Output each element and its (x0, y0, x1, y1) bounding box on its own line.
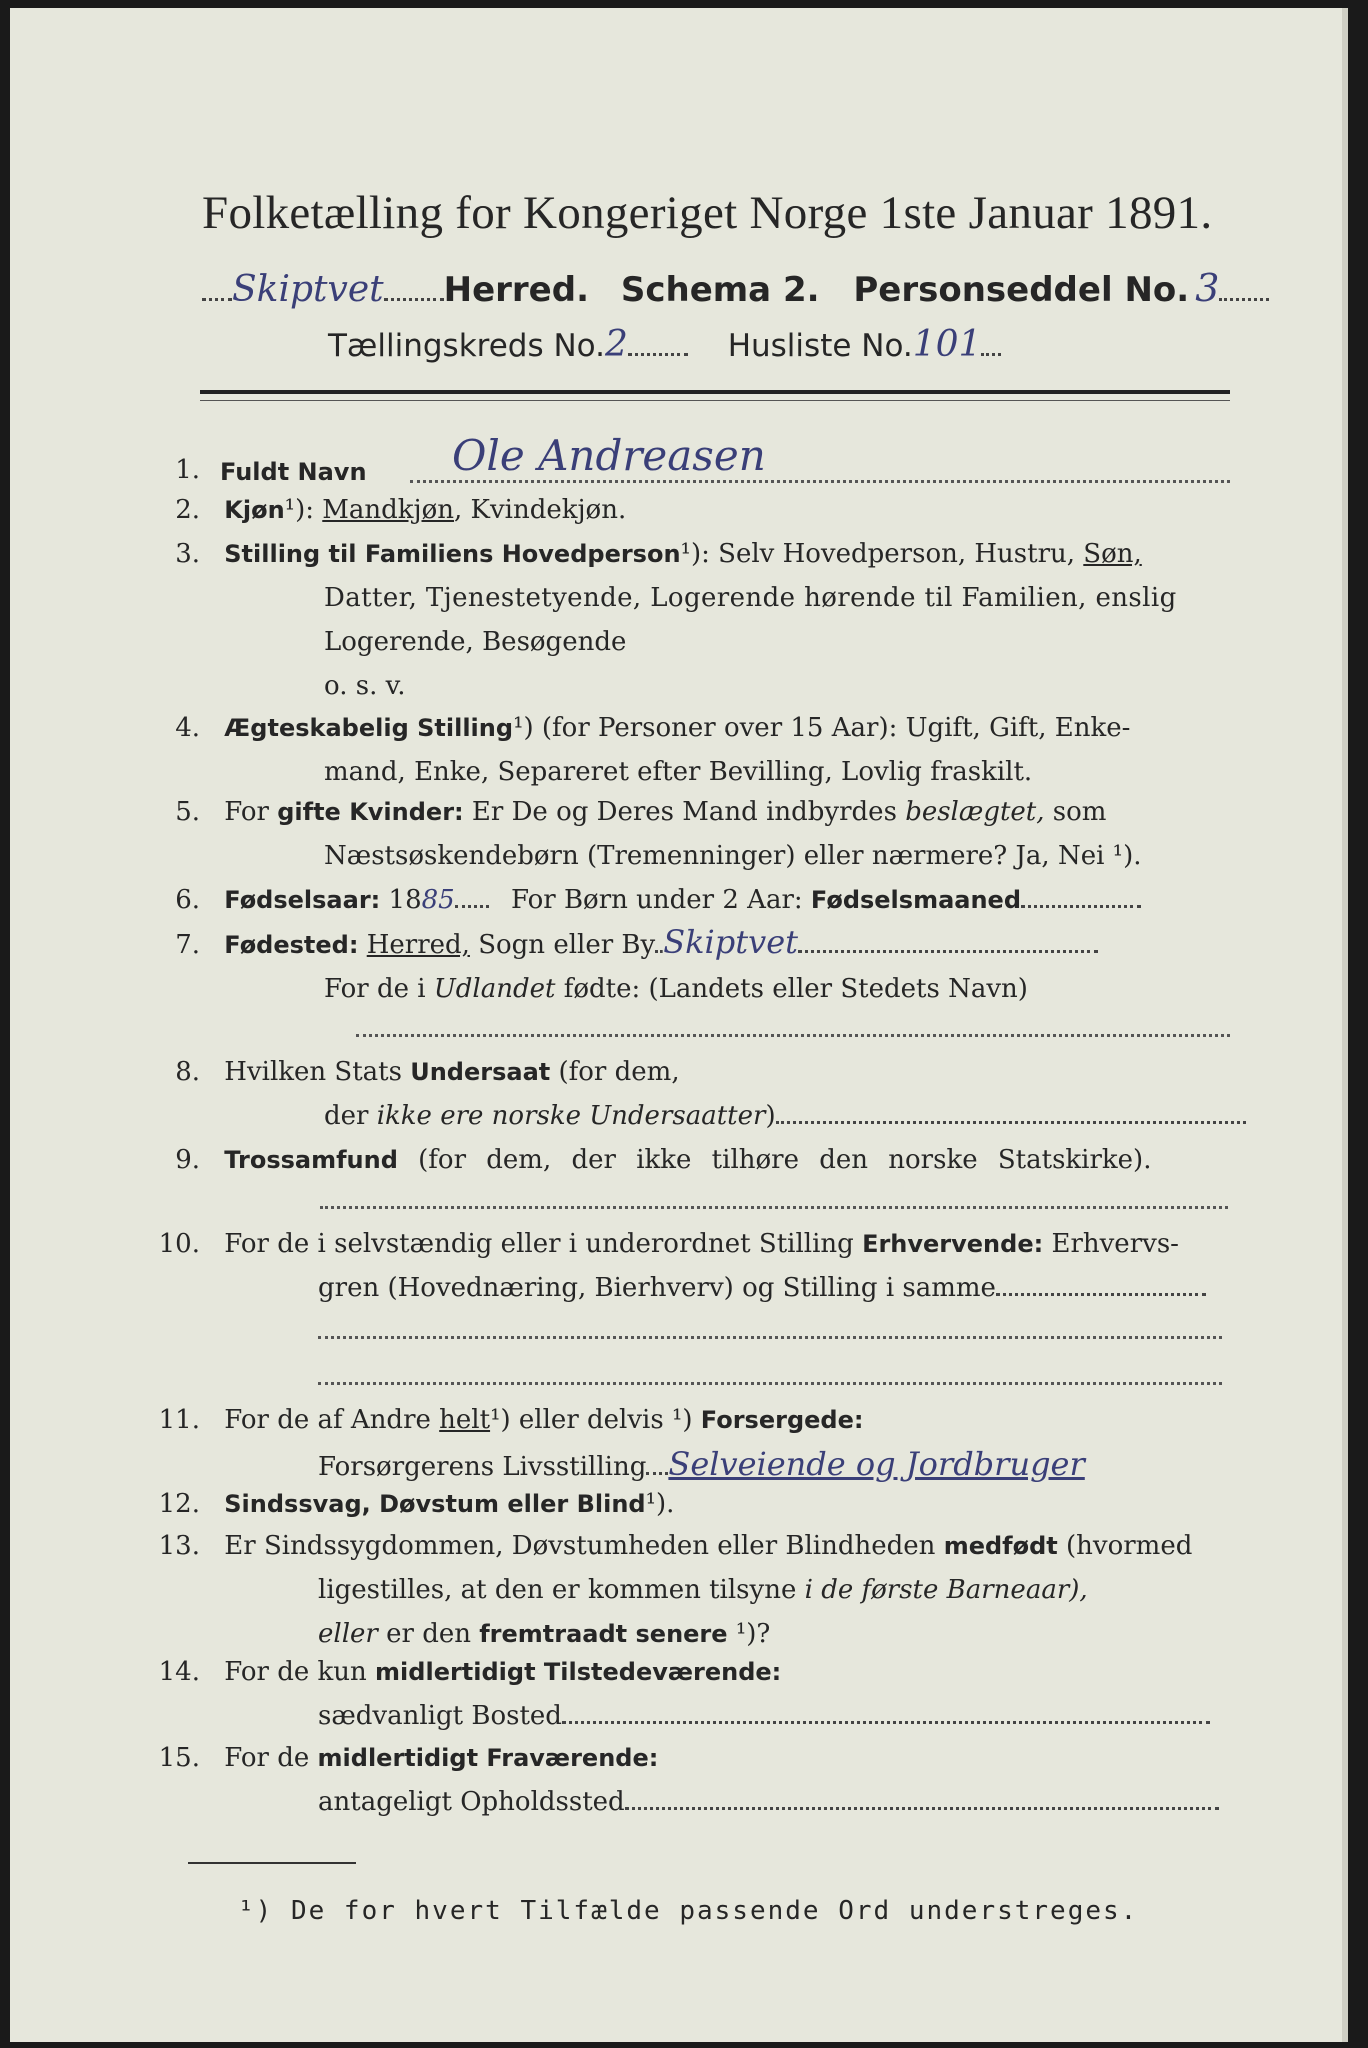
q14-number: 14. (158, 1657, 200, 1687)
q10-answer-line-2 (318, 1382, 1222, 1385)
q11-line1-a: For de af Andre (224, 1405, 431, 1435)
q6-label: Fødselsaar: (224, 886, 381, 914)
q1-label: Fuldt Navn (220, 458, 367, 486)
q6-row (150, 880, 1240, 920)
q2-number: 2. (175, 495, 200, 525)
dot-leader (996, 1293, 1206, 1296)
kreds-label: Tællingskreds No. (328, 328, 605, 364)
q13-line2-a: ligestilles, at den er kommen tilsyne (318, 1575, 797, 1605)
dot-leader (1021, 905, 1141, 908)
q8-line1-b: Undersaat (410, 1058, 551, 1086)
dot-leader (455, 905, 489, 908)
schema-label: Schema 2. (620, 270, 820, 310)
q4-block (150, 708, 1240, 792)
q12-number: 12. (158, 1489, 200, 1519)
q8-line1-c: (for dem, (558, 1057, 680, 1087)
q7-number: 7. (175, 930, 200, 960)
q13-block (150, 1526, 1240, 1654)
personseddel-label: Personseddel No. (853, 270, 1190, 310)
herred-value: Skiptvet (232, 269, 384, 310)
q12-row (150, 1484, 674, 1524)
q14-line2-text: sædvanligt Bosted (318, 1701, 562, 1731)
q10-answer-line-1 (318, 1336, 1222, 1339)
q14-line1-b: midlertidigt Tilstedeværende: (375, 1658, 782, 1686)
q10-line1-b: Erhvervende: (862, 1230, 1044, 1258)
q10-number: 10. (158, 1229, 200, 1259)
q11-line1-b: ¹) eller delvis ¹) (490, 1405, 693, 1435)
q5-label: gifte Kvinder: (277, 798, 464, 826)
q8-line1-a: Hvilken Stats (224, 1057, 402, 1087)
q1-dotline (410, 480, 1230, 483)
q13-line2-italic: i de første Barneaar), (804, 1575, 1088, 1605)
q4-line2: mand, Enke, Separeret efter Bevilling, Lovlig fraskilt. (324, 757, 1033, 787)
dot-leader (776, 1121, 1246, 1124)
q8-line2 (324, 1096, 1240, 1136)
header-rule-thin (200, 400, 1230, 401)
q5-lead: For (224, 797, 269, 827)
q13-line3-c: ¹)? (735, 1619, 771, 1649)
q13-line3-b: fremtraadt senere (479, 1620, 728, 1648)
dot-leader (625, 1807, 1219, 1810)
q7-answer-line (356, 1034, 1230, 1037)
q9-answer-line (320, 1206, 1228, 1209)
q13-line3 (318, 1614, 1240, 1654)
q3-sup: ¹): (680, 539, 710, 569)
q7-place-value: Skiptvet (663, 923, 798, 961)
dot-leader (628, 353, 688, 356)
q14-block (150, 1652, 1240, 1736)
q15-line2-text: antageligt Opholdssted (318, 1787, 625, 1817)
dot-leader (384, 298, 444, 301)
q2-sup: ¹): (284, 495, 314, 525)
q3-line3: Logerende, Besøgende (324, 627, 627, 657)
herred-line (202, 266, 1269, 310)
q9-row (150, 1140, 1240, 1180)
q15-number: 15. (158, 1743, 200, 1773)
q9-number: 9. (175, 1145, 200, 1175)
q12-label: Sindssvag, Døvstum eller Blind (224, 1490, 646, 1518)
q10-line2 (318, 1268, 1240, 1308)
q3-label: Stilling til Familiens Hovedperson (224, 540, 681, 568)
q7-line2 (324, 969, 1240, 1009)
q11-provider-value: Selveiende og Jordbruger (668, 1445, 1085, 1483)
q3-line4: o. s. v. (324, 671, 406, 701)
q11-line1-c: Forsergede: (700, 1406, 864, 1434)
q7-line2-b: fødte: (Landets eller Stedets Navn) (563, 974, 1028, 1004)
q15-line1-b: midlertidigt Fraværende: (317, 1744, 659, 1772)
q10-line1-c: Erhvervs- (1051, 1229, 1179, 1259)
q9-rest: (for dem, der ikke tilhøre den norske Statskirke). (418, 1145, 1152, 1175)
q7-line2-a: For de i (324, 974, 426, 1004)
q2-label: Kjøn (224, 496, 285, 524)
q6-prefix: 18 (388, 885, 422, 915)
q4-number: 4. (175, 713, 200, 743)
q11-line2 (318, 1444, 1300, 1487)
q8-line2-italic: ikke ere norske Undersaatter (376, 1101, 766, 1131)
dot-leader (1219, 298, 1269, 301)
q6-year-value: 85 (421, 885, 455, 915)
q11-option-helt: helt (439, 1405, 491, 1435)
q4-label: Ægteskabelig Stilling (224, 714, 514, 742)
q5-line1-rest: Er De og Deres Mand indbyrdes (471, 797, 897, 827)
q11-block (150, 1400, 1300, 1487)
q3-selected: Søn, (1083, 539, 1142, 569)
q1-name-value: Ole Andreasen (452, 431, 766, 480)
q15-line1-a: For de (224, 1743, 310, 1773)
dot-leader (798, 950, 1098, 953)
q13-line1-a: Er Sindssygdommen, Døvstumheden eller Blindheden (224, 1531, 936, 1561)
kreds-value: 2 (604, 324, 628, 365)
q9-label: Trossamfund (224, 1146, 398, 1174)
q10-line2-text: gren (Hovednæring, Bierhverv) og Stilling i samme (318, 1273, 996, 1303)
q6-number: 6. (175, 885, 200, 915)
q3-number: 3. (175, 539, 200, 569)
q14-line2 (318, 1696, 1240, 1736)
q4-line1-rest: ¹) (for Personer over 15 Aar): Ugift, Gift, Enke- (513, 713, 1131, 743)
q1-number: 1. (175, 455, 200, 485)
dot-leader (562, 1721, 1210, 1724)
q7-block (150, 922, 1240, 1009)
q13-line1-c: (hvormed (1066, 1531, 1193, 1561)
q5-number: 5. (175, 797, 200, 827)
q5-tail: som (1052, 797, 1107, 827)
q3-line2: Datter, Tjenestetyende, Logerende hørende til Familien, enslig (324, 583, 1177, 613)
q14-line1-a: For de kun (224, 1657, 367, 1687)
q12-sup: ¹). (645, 1489, 675, 1519)
q3-line1-rest: Selv Hovedperson, Hustru, (718, 539, 1076, 569)
q7-option-herred: Herred, (366, 930, 470, 960)
q7-rest: Sogn eller By (478, 930, 656, 960)
herred-label: Herred. (443, 270, 589, 310)
footnote-rule (188, 1862, 356, 1864)
q8-line2-c: ) (765, 1101, 776, 1131)
q2-row (150, 490, 626, 530)
footnote: ¹) De for hvert Tilfælde passende Ord understreges. (238, 1896, 1139, 1926)
q5-line2: Næstsøskendebørn (Tremenninger) eller nærmere? Ja, Nei ¹). (324, 841, 1142, 871)
q5-italic: beslægtet, (905, 797, 1045, 827)
q5-block (150, 792, 1240, 876)
q15-line2 (318, 1782, 1240, 1822)
q13-line1-b: medfødt (943, 1532, 1058, 1560)
census-form-sheet (10, 8, 1348, 2042)
husliste-label: Husliste No. (727, 328, 913, 364)
husliste-value: 101 (912, 324, 982, 365)
dot-leader (202, 298, 232, 301)
q2-option-male: Mandkjøn (322, 495, 454, 525)
personseddel-value: 3 (1195, 266, 1220, 310)
kreds-line (328, 324, 1001, 365)
q8-line2-a: der (324, 1101, 369, 1131)
q11-line2-text: Forsørgerens Livsstilling (318, 1452, 647, 1482)
q7-label: Fødested: (224, 931, 359, 959)
q6-mid: For Børn under 2 Aar: (510, 885, 803, 915)
q8-number: 8. (175, 1057, 200, 1087)
q10-block (150, 1224, 1240, 1308)
form-title: Folketælling for Kongeriget Norge 1ste Januar 1891. (202, 187, 1213, 239)
q13-line3-italic: eller (318, 1619, 378, 1649)
q6-label2: Fødselsmaaned (810, 886, 1022, 914)
dot-leader (981, 353, 1001, 356)
q13-number: 13. (158, 1531, 200, 1561)
q2-options-rest: , Kvindekjøn. (454, 495, 627, 525)
header-rule (200, 390, 1230, 394)
q13-line3-a: er den (386, 1619, 471, 1649)
dot-leader (646, 1472, 668, 1475)
q15-block (150, 1738, 1240, 1822)
q8-block (150, 1052, 1240, 1136)
q10-line1-a: For de i selvstændig eller i underordnet Stilling (224, 1229, 854, 1259)
q13-line2 (318, 1570, 1240, 1610)
q11-number: 11. (158, 1405, 200, 1435)
q3-block (150, 534, 1240, 706)
q7-line2-italic: Udlandet (433, 974, 556, 1004)
